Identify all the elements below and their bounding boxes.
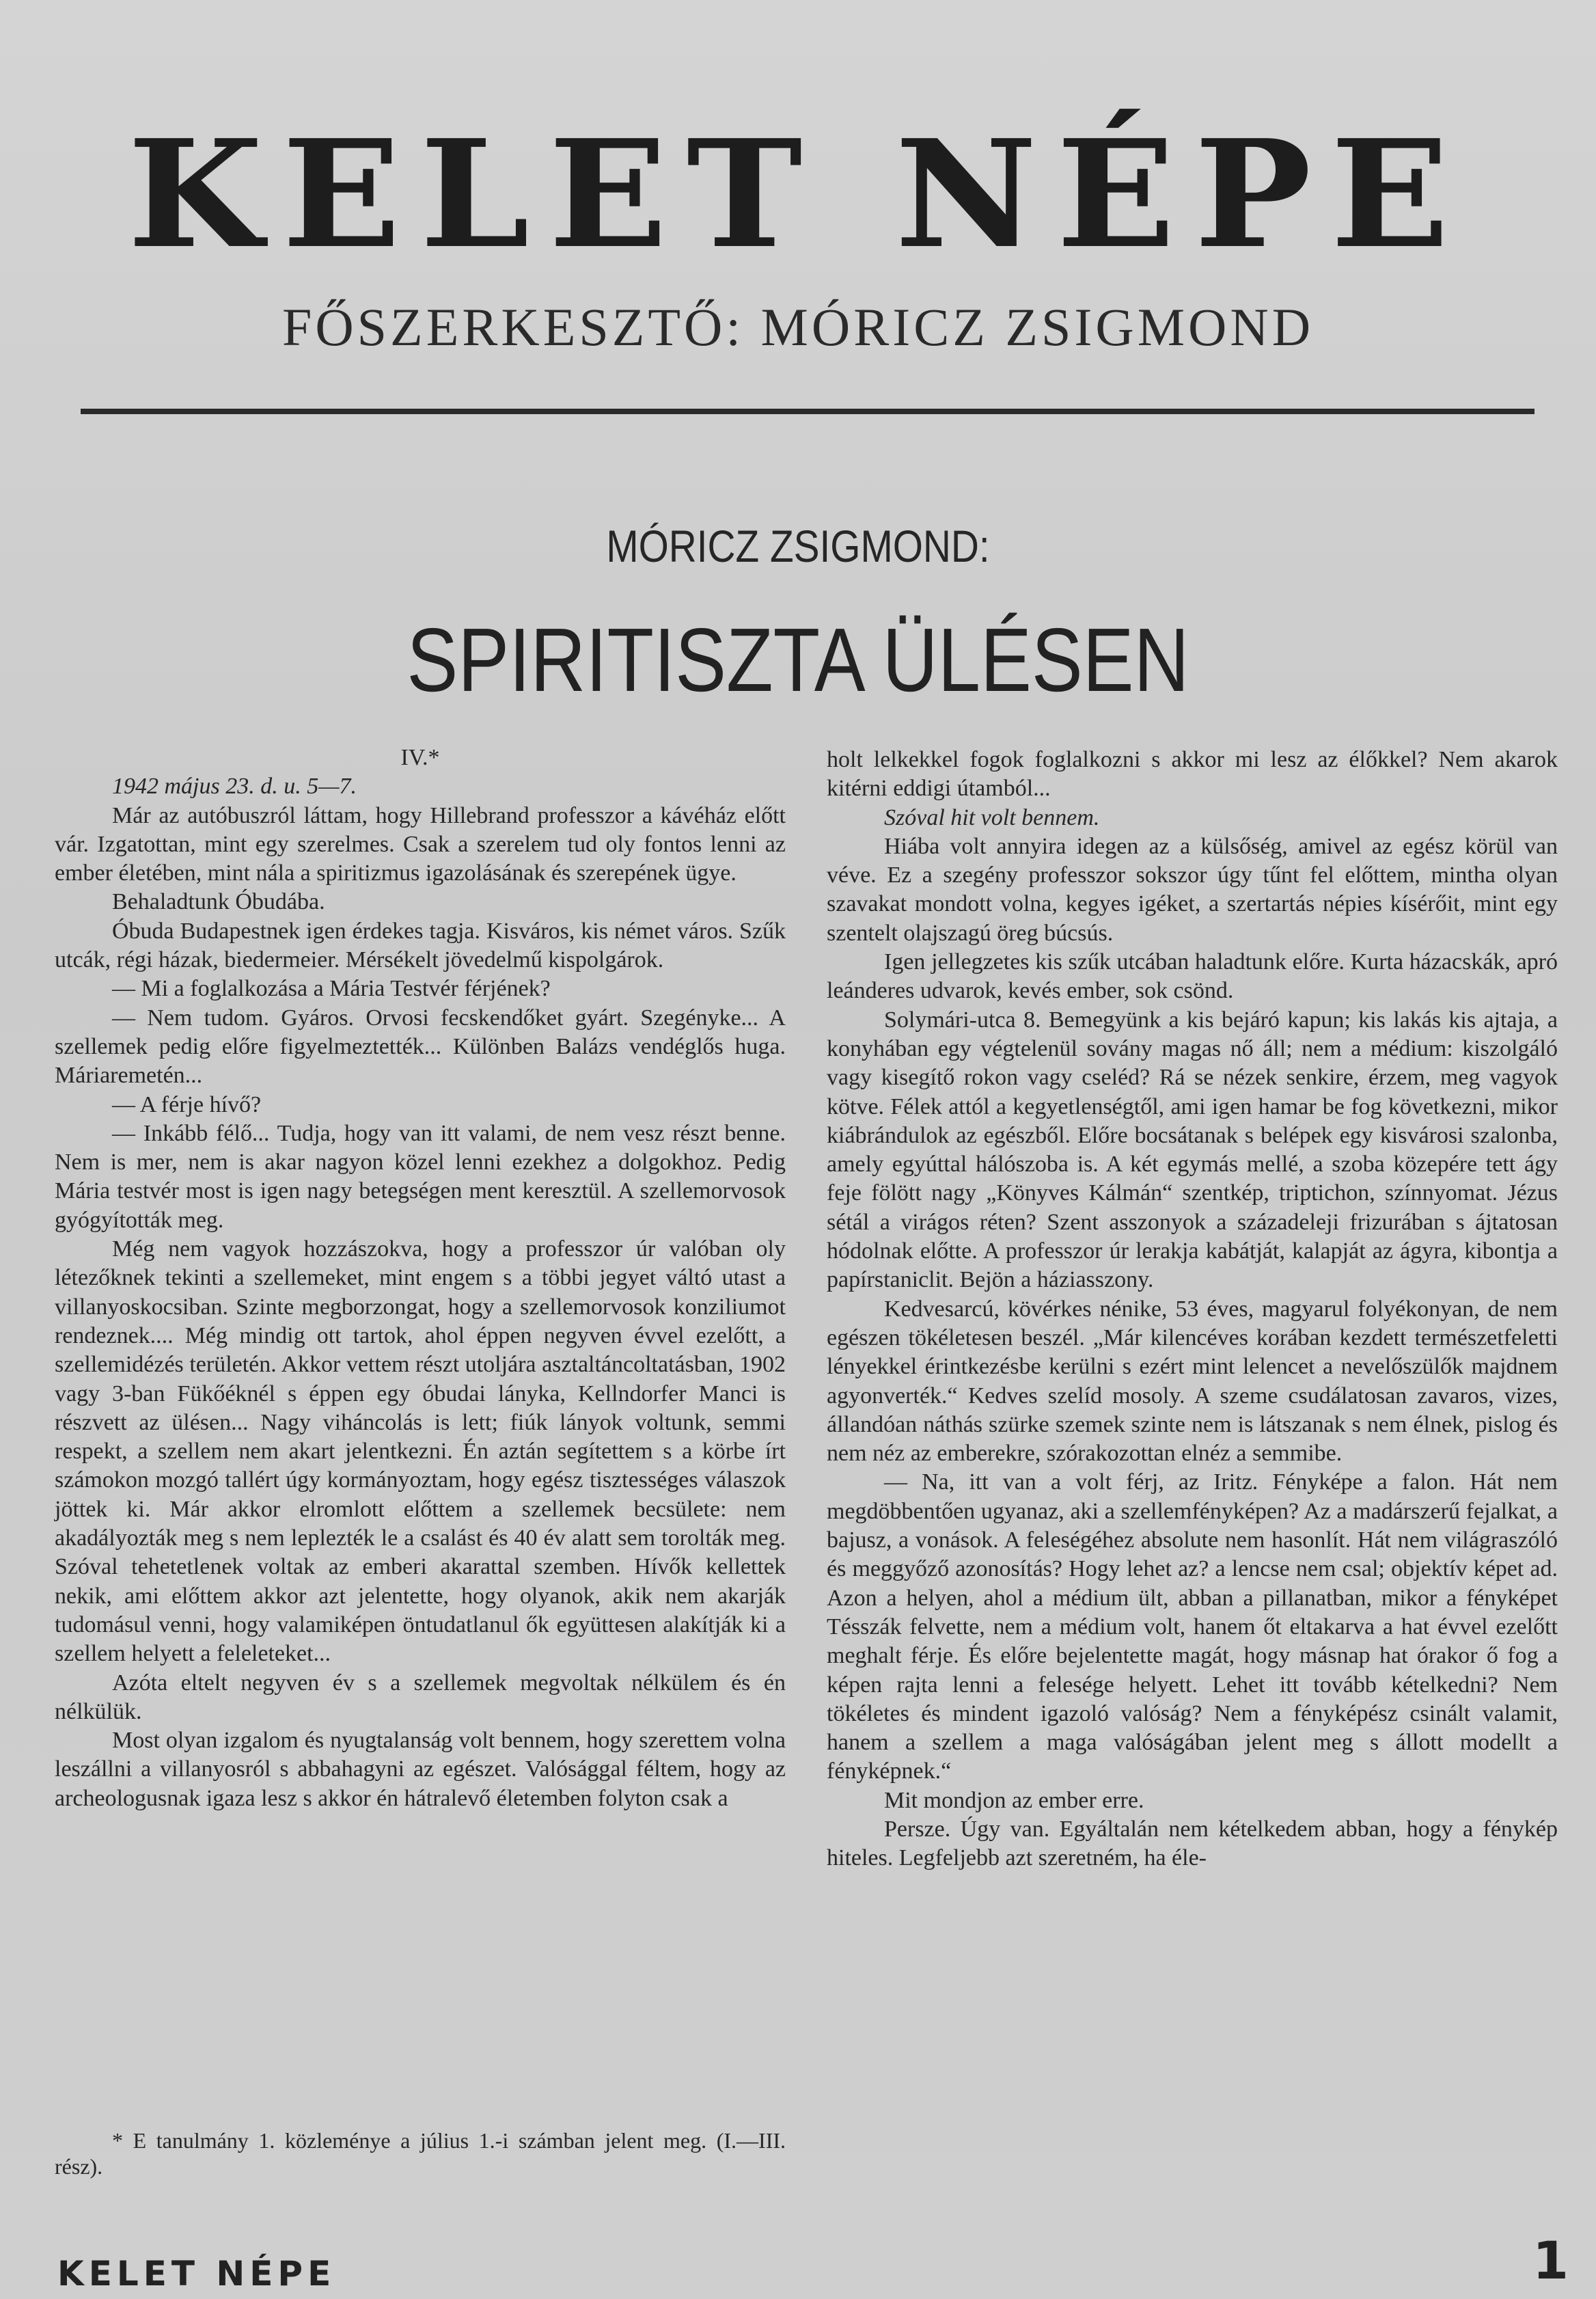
paragraph: — Inkább félő... Tudja, hogy van itt valami, de nem vesz részt benne. Nem is mer, nem is akar nagyon közel lenni ezekhez a dolgokhoz. Pedig Mária testvér most is igen nagy betegségen ment keresztül. A szellemorvosok gyógyították meg. bbox=[55, 1120, 786, 1233]
masthead-divider bbox=[81, 409, 1535, 414]
masthead-title: KELET NÉPE bbox=[127, 107, 1469, 282]
paragraph: Kedvesarcú, kövérkes nénike, 53 éves, magyarul folyékonyan, de nem egészen tökéletesen beszél. „Már kilencéves korában kezdett természetfeletti lényekkel érintkezésbe kerülni s ezért mint lelencet a nevelőszülők majdnem agyonverték.“ Kedves szelíd mosoly. A szeme csudálatosan zavaros, vizes, állandóan náthás szürke szemek szinte nem is látszanak s nem élnek, pislog és nem néz az emberekre, szórakozottan elnéz a semmibe. bbox=[827, 1296, 1558, 1467]
date-line: 1942 május 23. d. u. 5—7. bbox=[112, 774, 357, 800]
paragraph: holt lelkekkel fogok foglalkozni s akkor mi lesz az élőkkel? Nem akarok kitérni eddigi útamból... bbox=[827, 747, 1558, 802]
paragraph: — Na, itt van a volt férj, az Iritz. Fényképe a falon. Hát nem megdöbbentően ugyanaz, aki a szellemfényképen? Az a madárszerű fejalkat, a bajusz, a vonások. A feleségéhez absolute nem hasonlít. Hát nem világraszóló és meggyőző azonosítás? Hogy lehet az? a lencse nem csal; objektív képet ad. Azon a helyen, ahol a médium ült, abban a pillanatban, mikor a fényképet Tésszák felvette, nem a médium volt, hanem őt eltakarva a hat évvel ezelőtt meghalt férje. És előre bejelentette magát, hogy másnap hat órakor ő fog a képen rajta lenni a felesége helyett. Lehet itt tovább kételkedni? Nem tökéletes és mindent igazoló valóság? Nem a fényképész csinált valamit, hanem a szellem a maga valóságában jelent meg s állott modellt a fényképnek.“ bbox=[827, 1469, 1558, 1784]
page-number: 1 bbox=[1532, 2230, 1569, 2291]
left-column bbox=[55, 744, 786, 1813]
paragraph: Mit mondjon az ember erre. bbox=[884, 1787, 1144, 1813]
part-number: IV.* bbox=[400, 745, 440, 770]
paragraph: Igen jellegzetes kis szűk utcában haladtunk előre. Kurta házacskák, apró leánderes udvarok, kevés ember, sok csönd. bbox=[827, 949, 1558, 1004]
paragraph: — Nem tudom. Gyáros. Orvosi fecskendőket gyárt. Szegényke... A szellemek pedig előre figyelmeztették... Különben Balázs vendéglős huga. Máriaremetén... bbox=[55, 1005, 786, 1089]
editor-line: FŐSZERKESZTŐ: MÓRICZ ZSIGMOND bbox=[281, 297, 1315, 357]
paragraph: Behaladtunk Óbudába. bbox=[112, 889, 325, 915]
footer-publication-name: KELET NÉPE bbox=[57, 2254, 336, 2294]
footnote bbox=[55, 2127, 786, 2179]
paragraph: Óbuda Budapestnek igen érdekes tagja. Kisváros, kis német város. Szűk utcák, régi házak, biedermeier. Mérsékelt jövedelmű kispolgárok. bbox=[55, 918, 786, 973]
paragraph: Most olyan izgalom és nyugtalanság volt bennem, hogy szerettem volna leszállni a villanyosról s abbahagyni az egészet. Valósággal féltem, hogy az archeologusnak igaza lesz s akkor én hátralevő életemben folyton csak a bbox=[55, 1728, 786, 1811]
paragraph: Persze. Úgy van. Egyáltalán nem kételkedem abban, hogy a fénykép hiteles. Legfeljebb azt szeretném, ha éle- bbox=[827, 1816, 1558, 1871]
paragraph: — Mi a foglalkozása a Mária Testvér férjének? bbox=[112, 976, 551, 1002]
paragraph: Solymári-utca 8. Bemegyünk a kis bejáró kapun; kis lakás kis ajtaja, a konyhában egy végtelenül sovány magas nő áll; nem a médium: kiszolgáló vagy kisegítő rokon vagy cseléd? Rá se nézek senkire, érzem, meg vagyok kötve. Félek attól a kegyetlenségtől, ami igen hamar be fog következni, mikor kiábrándulok az egészből. Előre bocsátanak s belépek egy kisvárosi szalonba, amely egyúttal hálószoba is. A két egymás mellé, a szoba közepére tett ágy feje fölött nagy „Könyves Kálmán“ szentkép, triptichon, színnyomat. Jézus sétál a virágos réten? Szent asszonyok a századeleji frizurában s ájtatosan hódolnak előtte. A professzor úr lerakja kabátját, kalapját az ágyra, kibontja a papírstaniclit. Bejön a háziasszony. bbox=[827, 1007, 1558, 1293]
article-title: SPIRITISZTA ÜLÉSEN bbox=[407, 610, 1189, 710]
right-column bbox=[827, 746, 1558, 1873]
paragraph: Szóval hit volt bennem. bbox=[884, 804, 1100, 830]
paragraph: — A férje hívő? bbox=[112, 1091, 262, 1117]
paragraph: Azóta eltelt negyven év s a szellemek megvoltak nélkülem és én nélkülük. bbox=[55, 1670, 786, 1724]
paragraph: Még nem vagyok hozzászokva, hogy a professzor úr valóban oly létezőknek tekinti a szellemeket, mint engem s a többi jegyet váltó utast a villanyoskocsiban. Szinte megborzongat, hogy a szellemorvosok konziliumot rendeznek.... Még mindig ott tartok, ahol éppen negyven évvel ezelőtt, a szellemidézés területén. Akkor vettem részt utoljára asztaltáncoltatásban, 1902 vagy 3-ban Fükőéknél s éppen egy óbudai lánykа, Kellndorfer Manci is részvett az ülésen... Nagy viháncolás is lett; fiúk lányok voltunk, semmi respekt, a szellem nem akart jelentkezni. Én aztán segítettem s a körbe írt számokon mozgó tallért úgy kormányoztam, hogy egész tisztességes válaszok jöttek ki. Már akkor elromlott előttem a szellemek becsülete: nem akadályozták meg s nem leplezték le a csalást és 40 év alatt sem torolták meg. Szóval tehetetlenek voltak az emberi akarattal szemben. Hívők kellettek nekik, ami előttem akkor azt jelentette, hogy olyanok, akik nem akarják tudomásul venni, hogy valamiképen öntudatlanul ők együttesen alakítják ki a szellem helyett a feleleteket... bbox=[55, 1236, 786, 1667]
paragraph: Már az autóbuszról láttam, hogy Hillebrand professzor a kávéház előtt vár. Izgatottan, mint egy szerelmes. Csak a szerelem tud oly fontos lenni az ember életében, mint nála a spiritizmus igazolásának és szerepének ügye. bbox=[55, 802, 786, 886]
footnote-text: * E tanulmány 1. közleménye a július 1.-i számban jelent meg. (I.—III. rész). bbox=[55, 2128, 786, 2179]
article-author: MÓRICZ ZSIGMOND: bbox=[606, 521, 990, 571]
paragraph: Hiába volt annyira idegen az a külsőség, amivel az egész körül van véve. Ez a szegény professzor sokszor úgy tűnt fel előttem, mintha olyan szavakat mondott volna, kegyes igéket, a szertartás népies kísérőit, mint egy szentelt olajszagú öreg búcsús. bbox=[827, 833, 1558, 946]
